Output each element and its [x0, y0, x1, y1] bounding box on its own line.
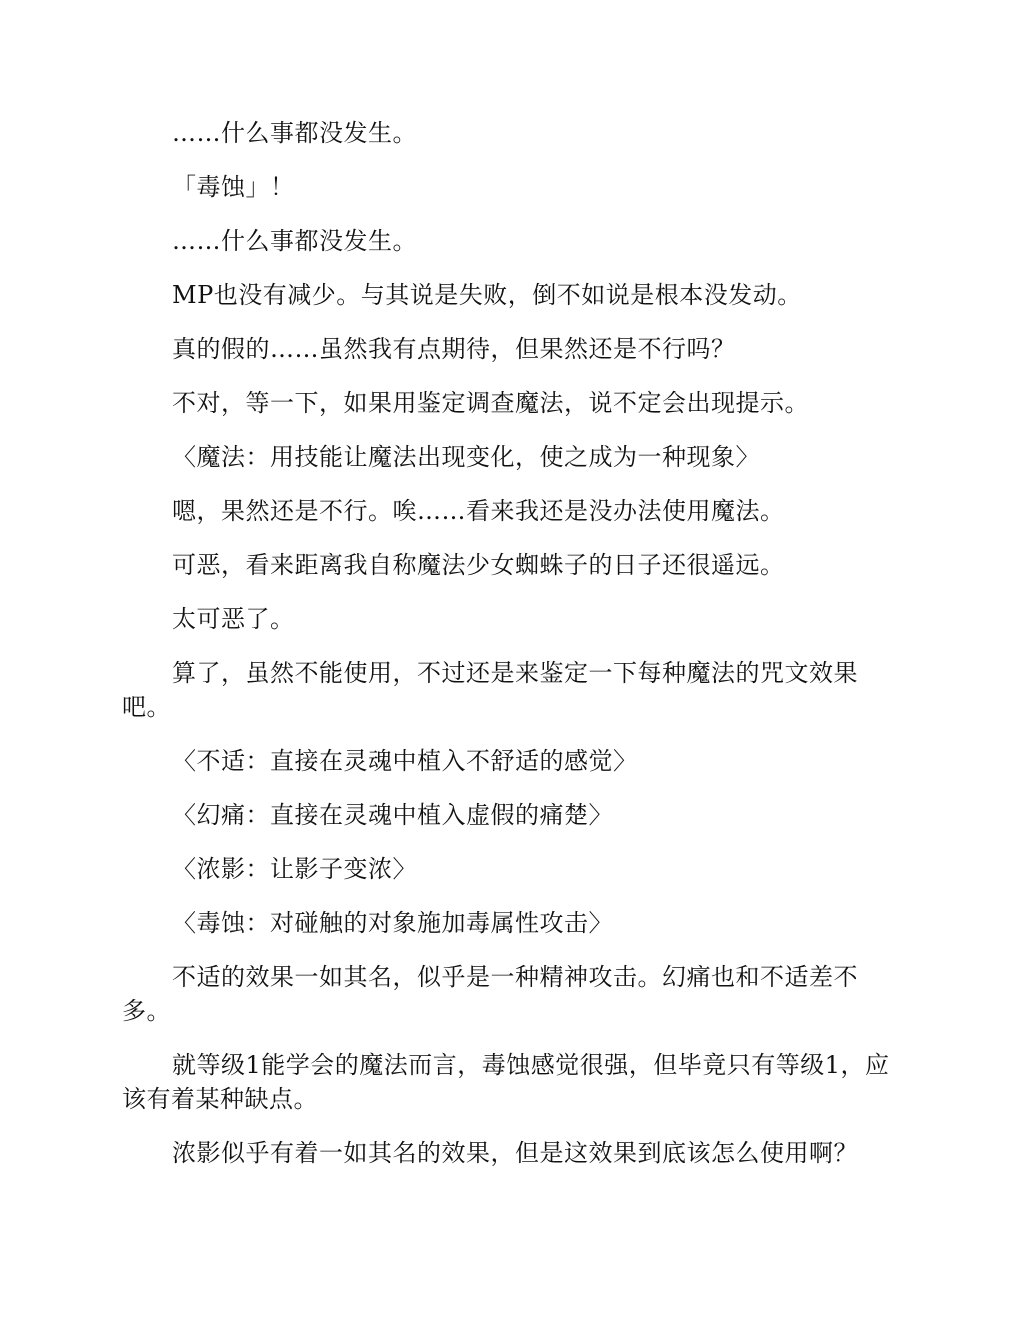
paragraph: 「毒蚀」！: [172, 173, 295, 201]
paragraph: 〈浓影：让影子变浓〉: [172, 855, 417, 883]
paragraph: 不对，等一下，如果用鉴定调查魔法，说不定会出现提示。: [172, 389, 809, 417]
paragraph: 〈不适：直接在灵魂中植入不舒适的感觉〉: [172, 747, 638, 775]
paragraph: 可恶，看来距离我自称魔法少女蜘蛛子的日子还很遥远。: [172, 551, 785, 579]
paragraph: 嗯，果然还是不行。唉……看来我还是没办法使用魔法。: [172, 497, 785, 525]
paragraph: 就等级1能学会的魔法而言，毒蚀感觉很强，但毕竟只有等级1，应该有着某种缺点。: [122, 1051, 890, 1113]
paragraph: 〈毒蚀：对碰触的对象施加毒属性攻击〉: [172, 909, 613, 937]
paragraph: 算了，虽然不能使用，不过还是来鉴定一下每种魔法的咒文效果吧。: [122, 659, 858, 721]
paragraph: ……什么事都没发生。: [172, 119, 417, 147]
paragraph: MP也没有减少。与其说是失败，倒不如说是根本没发动。: [172, 281, 802, 309]
body-text: [122, 116, 900, 1190]
paragraph: ……什么事都没发生。: [172, 227, 417, 255]
paragraph: 〈魔法：用技能让魔法出现变化，使之成为一种现象〉: [172, 443, 760, 471]
paragraph: 太可恶了。: [172, 605, 295, 633]
paragraph: 浓影似乎有着一如其名的效果，但是这效果到底该怎么使用啊？: [172, 1139, 858, 1167]
paragraph: 真的假的……虽然我有点期待，但果然还是不行吗？: [172, 335, 736, 363]
paragraph: 〈幻痛：直接在灵魂中植入虚假的痛楚〉: [172, 801, 613, 829]
paragraph: 不适的效果一如其名，似乎是一种精神攻击。幻痛也和不适差不多。: [122, 963, 858, 1025]
